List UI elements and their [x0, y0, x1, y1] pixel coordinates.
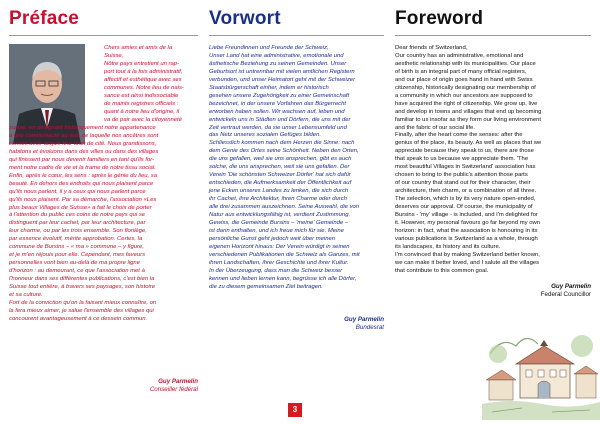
text-line: port tout à la fois administratif, [104, 68, 183, 75]
text-line: de maints registres officiels : [104, 100, 179, 107]
text-line: Unser Land hat eine administrative, emotionale und [209, 52, 344, 59]
text-line: personnelles vont bien au-delà de ma propre ligne [9, 260, 140, 267]
text-line: most beautiful Villages in Switzerland' association has [395, 164, 536, 171]
text-line: chosen to bring to the public's attention those parts [395, 172, 528, 179]
text-line: verschiedenen Publikationen die Schweiz als Ganzes, mit [209, 251, 360, 258]
page-number-badge: 3 [288, 403, 302, 417]
text-line: of our country that stand out for their character, their [395, 180, 531, 187]
text-line: and develop in towns and villages that end up becoming [395, 108, 542, 115]
text-line: die uns gefallen, weil sie uns ansprechen, gibt es auch [209, 156, 352, 163]
text-line: jene Ecken unseres Landes zu lenken, die sich durch [209, 188, 349, 195]
signature-name: Guy Parmelin [551, 283, 591, 290]
text-line: Fort de la conviction qu'on la faisant mieux connaître, on [9, 299, 157, 306]
text-line: Nôtre pays entretient un rap- [104, 60, 179, 67]
text-line: architecture, their charm, or a combination of all three. [395, 188, 537, 195]
text-line: qui finissent par nous devenir familiers en tant qu'ils for- [9, 156, 155, 163]
signature-title: Bundesrat [355, 324, 384, 331]
text-line: and our place of origin goes hand in hand with Swiss [395, 76, 533, 83]
text-line: its landscapes, its history and its culture. [395, 243, 501, 250]
text-line: gesehen unsere Zugehörigkeit zu einer Gemeinschaft [209, 92, 350, 99]
text-line: various publications is Switzerland as a whole, through [395, 235, 538, 242]
text-line: à une communauté au sein de laquelle nos ancêtres sont [9, 132, 159, 139]
text-line: and the fabric of our social life. [395, 124, 475, 131]
text-line: deserves our approval. Of course, the municipality of [395, 204, 533, 211]
text-line: we can make it better loved, and I salute all the villages [395, 259, 540, 266]
text-line: habitons et évoluons dans des villes ou dans des villages [9, 148, 159, 155]
text-line: par essence évolutif, mérite approbation. Certes, la [9, 236, 143, 243]
text-line: erworben haben sollen. Wir wachsen auf, leben und [209, 108, 345, 115]
text-line: kennen und lieben lernen kann, begrüsse ich alle Dörfer, [209, 275, 357, 282]
text-line: ihr Cachet, ihre Architektur, ihren Charme oder durch [209, 196, 347, 203]
text-line: Suisse tout entière, à travers ses paysages, son histoire [9, 284, 156, 291]
text-line: Suisse, [104, 52, 124, 59]
text-line: familiar to us insofar as they form our living environment [395, 116, 542, 123]
rule-french [9, 35, 198, 36]
french-signature [98, 378, 198, 394]
rule-english [395, 35, 591, 36]
text-line: communes. Notre lieu de nais- [104, 84, 184, 91]
title-english: Foreword [395, 8, 484, 29]
text-line: Our country has an administrative, emotional and [395, 52, 524, 59]
text-line: Dear friends of Switzerland, [395, 45, 468, 51]
text-line: ist darin enthalten, und ich freue mich für sie. Meine [209, 227, 344, 234]
text-line: entwickeln uns in Städten und Dörfern, die uns mit der [209, 116, 351, 123]
text-line: va de pair avec la citoyenneté [104, 116, 182, 123]
text-line: I'm convinced that by making Switzerland better known, [395, 251, 540, 258]
text-line: Chers amies et amis de la [104, 45, 173, 51]
text-line: Staatsbürgerschaft einher, indem er historisch [209, 84, 329, 91]
text-line: affectif et esthétique avec ses [104, 76, 182, 83]
text-line: Gewiss, die Gemeinde Bursins – 'meine' Gemeinde – [209, 219, 349, 226]
text-line: leur charme, ou par les trois ensemble. Son florilège, [9, 228, 147, 235]
text-line: Zeit vertraut werden, da sie unser Lebensumfeld und [209, 124, 347, 131]
text-line: that contribute to this common goal. [395, 267, 489, 274]
text-line: d'horizon : au demeurant, ce que l'association met à [9, 268, 145, 275]
signature-name: Guy Parmelin [344, 316, 384, 323]
text-line: alle drei zusammen auszeichnen. Seine Auswahl, die von [209, 204, 360, 211]
text-line: that speak to us because we appreciate them. 'The [395, 156, 529, 163]
text-line: bezeichnet, in der unsere Vorfahren das Bürgerrecht [209, 100, 346, 107]
text-line: et sa culture. [9, 292, 43, 299]
signature-title: Federal Councillor [540, 291, 591, 298]
text-line: quant à notre lieu d'origine, il [104, 108, 180, 115]
text-line: censés avoir acquis leur droit de cité. Nous grandissons, [9, 140, 157, 147]
text-line: horizon: in fact, what the association is honouring in its [395, 227, 538, 234]
text-line: Enfin, après le cœur, les sens : après le génie du lieu, sa [9, 172, 157, 179]
text-line: sance est ainsi indissociable [104, 92, 179, 99]
german-signature [284, 316, 384, 332]
text-line: eigenen Horizont hinaus: Der Verein würdigt in seinen [209, 243, 350, 250]
text-line: appreciate because they speak to us, there are those [395, 148, 534, 155]
text-line: qu'ils nous plaisent. Par sa démarche, l'association «Les [9, 196, 157, 203]
text-line: ästhetische Beziehung zu seinen Gemeinden. Unser [209, 60, 347, 67]
text-line: Liebe Freundinnen und Freunde der Schweiz, [209, 45, 329, 51]
text-line: persönliche Gunst geht jedoch weit über meinen [209, 235, 336, 242]
text-line: l'honneur dans ses différentes publications, c'est bien la [9, 276, 155, 283]
text-line: la fera mieux aimer, je salue l'ensemble des villages qui [9, 307, 154, 314]
english-text [395, 45, 591, 276]
text-line: of birth is an integral part of many official registers, [395, 68, 527, 75]
text-line: genius of the place, its beauty. As well as places that we [395, 140, 542, 147]
rule-german [209, 35, 384, 36]
text-line: die zu diesem gemeinsamen Ziel beitragen. [209, 283, 323, 290]
text-line: à l'attention du public ces coins de notre pays qui se [9, 212, 146, 219]
text-line: suisse, en désignant historiquement notre appartenance [9, 125, 156, 131]
german-text [209, 45, 384, 292]
signature-title: Conseiller fédéral [149, 386, 198, 393]
text-line: beauté. En dehors des endroits qui nous plaisent parce [9, 180, 154, 187]
text-line: ment notre cadre de vie et la trame de notre tissu social. [9, 164, 156, 171]
text-line: In der Überzeugung, dass man die Schweiz besser [209, 267, 343, 274]
text-line: it. However, my personal favours go far beyond my own [395, 219, 541, 226]
text-line: citizenship, historically designating our membership of [395, 84, 536, 91]
text-line: solche, die uns ansprechen, weil sie uns gefallen. Der [209, 164, 350, 171]
text-line: Geburtsort ist untrennbar mit vielen amtlichen Registern [209, 68, 355, 75]
text-line: Verein 'Die schönsten Schweizer Dörfer' hat sich dafür [209, 172, 351, 179]
village-sketch-illustration [482, 324, 600, 420]
text-line: The selection, which is by its very nature open-ended, [395, 196, 536, 203]
text-line: commune de Bursins – « ma » commune – y figure, [9, 244, 144, 251]
text-line: a community in which our ancestors are supposed to [395, 92, 533, 99]
text-line: have acquired the right of citizenship. We grow up, live [395, 100, 538, 107]
text-line: entschieden, die Aufmerksamkeit der Öffentlichkeit auf [209, 180, 352, 187]
title-french: Préface [9, 8, 80, 29]
text-line: aesthetic relationship with its municipalities. Our place [395, 60, 536, 67]
text-line: qu'ils nous parlent, il y a ceux qui nous parlent parce [9, 188, 146, 195]
text-line: ihren Landschaften, ihrer Geschichte und ihrer Kultur. [209, 259, 349, 266]
text-line: Finally, after the heart come the senses: after the [395, 132, 523, 139]
text-line: verbunden, und unser Heimatort geht mit der Schweizer [209, 76, 356, 83]
text-line: plus beaux Villages de Suisse» a fait le choix de porter [9, 204, 152, 211]
text-line: et je m'en réjouis pour elle. Cependant, mes faveurs [9, 252, 146, 259]
french-text-top [86, 45, 198, 125]
french-text-body [9, 125, 198, 324]
text-line: dem Genie des Ortes seine Schönheit. Neben den Orten, [209, 148, 359, 155]
english-signature [491, 283, 591, 299]
title-german: Vorwort [209, 8, 281, 29]
text-line: Bursins - 'my' village - is included, and I'm delighted for [395, 212, 538, 219]
text-line: distinguent par leur cachet, par leur architecture, par [9, 220, 146, 227]
text-line: Schliesslich kommen nach dem Herzen die Sinne: nach [209, 140, 355, 147]
text-line: Natur aus entwicklungsfähig ist, verdient Zustimmung. [209, 212, 351, 219]
text-line: concourent avantageusement à ce dessein commun. [9, 315, 148, 322]
signature-name: Guy Parmelin [158, 378, 198, 385]
text-line: das Netz unseres sozialen Gefüges bilden. [209, 132, 321, 139]
